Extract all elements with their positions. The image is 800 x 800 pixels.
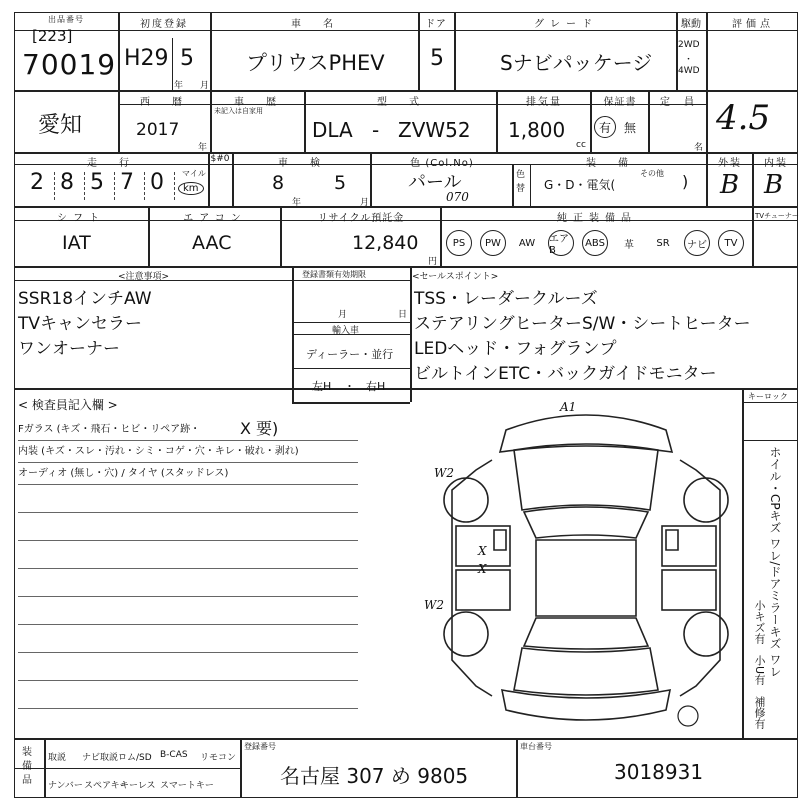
- warranty-yes: 有: [594, 116, 616, 138]
- accessory-top: B-CAS: [160, 750, 188, 760]
- interior-grade: B: [764, 170, 784, 200]
- accessory-top: 取説: [48, 753, 67, 763]
- mileage-digit: 2: [30, 170, 44, 195]
- glass-repair-mark: X 要): [240, 419, 279, 438]
- accessory-top: ロム/SD: [118, 753, 152, 763]
- car-name: プリウスPHEV: [246, 51, 385, 75]
- chassis-history-label: 車 歴: [234, 97, 282, 108]
- hand-right: 右H: [366, 380, 386, 393]
- drive-dot: ・: [684, 55, 694, 65]
- doors-label: ドア: [425, 19, 447, 30]
- right-mirror: [666, 530, 678, 550]
- damage-mark-w2-front: W2: [434, 466, 454, 480]
- mile-label: マイル: [182, 169, 206, 178]
- doors: 5: [430, 46, 444, 71]
- aircon: AAC: [192, 232, 232, 254]
- inspector-line: Fガラス (キズ・飛石・ヒビ・リペア跡・: [18, 424, 201, 435]
- damage-mark-w2-rear: W2: [424, 598, 444, 612]
- inspector-line: オーディオ (無し・穴) / タイヤ (スタッドレス): [18, 468, 229, 479]
- option-4: ABS: [582, 230, 608, 256]
- roof: [536, 540, 636, 616]
- type-code: ZVW52: [398, 118, 471, 142]
- digit-separator: [84, 172, 85, 200]
- option-2: AW: [518, 237, 536, 249]
- type-dash: -: [372, 118, 380, 142]
- left-mirror: [494, 530, 506, 550]
- warranty-label: 保証書: [603, 97, 637, 108]
- caution-line: TVキャンセラー: [18, 314, 143, 334]
- option-0: PS: [446, 230, 472, 256]
- equipment-text: G・D・電気(: [544, 178, 616, 192]
- recycle-label: リサイクル預託金: [317, 213, 405, 224]
- shaken-year: 8: [272, 172, 285, 194]
- right-body: [680, 460, 720, 696]
- lot-number: 70019: [22, 48, 117, 81]
- key-lock-label: キーロック: [748, 392, 788, 401]
- option-6: SR: [656, 237, 670, 249]
- aircon-label: エアコン: [183, 213, 247, 224]
- mileage-label: 走 行: [87, 158, 135, 169]
- shaken-month-unit: 月: [360, 198, 370, 208]
- accessory-bottom: キーレス: [120, 781, 156, 791]
- recycle-unit: 円: [428, 257, 438, 267]
- chassis-number-label: 車台番号: [520, 742, 552, 751]
- equipment-close: ): [682, 172, 689, 191]
- mileage-digit: 5: [90, 170, 104, 195]
- reg-month: 5: [180, 46, 194, 71]
- import-label: 輸入車: [332, 326, 360, 336]
- mileage-digit: 7: [120, 170, 134, 195]
- accessory-top: ナビ取説: [82, 753, 119, 763]
- left-rear-door: [456, 570, 510, 610]
- damage-mark-a1: A1: [560, 400, 577, 414]
- color-label: 色 (Col.No): [410, 158, 474, 169]
- damage-mark-x-1: X: [478, 544, 487, 558]
- tuner-label: TVチューナー: [755, 212, 799, 220]
- chassis-history-note: 未記入は自家用: [214, 107, 263, 115]
- front-left-wheel: [444, 478, 488, 522]
- rear-left-wheel: [444, 612, 488, 656]
- sales-line: ステアリングヒーターS/W・シートヒーター: [414, 314, 751, 334]
- accessory-bottom: スマートキー: [160, 781, 214, 791]
- left-body: [452, 460, 492, 696]
- option-7: ナビ: [684, 230, 710, 256]
- mileage-digit: 8: [60, 170, 74, 195]
- shift: IAT: [62, 232, 91, 254]
- shift-label: シフト: [57, 213, 105, 224]
- shaken-month: 5: [334, 172, 347, 194]
- western-year-unit: 年: [198, 143, 208, 153]
- option-8: TV: [718, 230, 744, 256]
- accessory-top: リモコン: [200, 753, 237, 763]
- inspector-title: < 検査員記入欄 >: [18, 398, 118, 412]
- plate-label: 登録番号: [244, 742, 276, 751]
- option-5: 革: [624, 239, 634, 251]
- reg-doc-month: 月: [338, 310, 348, 320]
- exterior-grade: B: [720, 170, 740, 200]
- grade: Sナビパッケージ: [500, 51, 653, 75]
- grade-label: グレード: [534, 19, 598, 30]
- sales-line: ビルトインETC・バックガイドモニター: [414, 364, 717, 384]
- displacement: 1,800: [508, 118, 566, 142]
- km-label: km: [178, 182, 204, 195]
- sales-line: TSS・レーダークルーズ: [414, 289, 598, 309]
- western-year-label: 西 暦: [140, 97, 188, 108]
- damage-mark-x-2: X: [478, 562, 487, 576]
- western-year: 2017: [136, 120, 180, 140]
- displacement-unit: cc: [576, 140, 586, 150]
- reg-label: 初度登録: [140, 19, 188, 30]
- reg-month-unit: 月: [200, 81, 210, 91]
- warranty-no: 無: [624, 121, 637, 135]
- reg-era-year: H29: [124, 46, 169, 71]
- side-damage-legend: ホイル・CPキズ ワレ/ドアミラーキズ ワレ: [768, 446, 782, 678]
- rear-right-wheel: [684, 612, 728, 656]
- caution-label: <注意事項>: [118, 272, 170, 282]
- score-label: 評価点: [732, 19, 774, 30]
- equipment-other: その他: [640, 169, 664, 178]
- digit-separator: [144, 172, 145, 200]
- import-value: ディーラー・並行: [306, 348, 394, 361]
- front-bumper: [500, 415, 672, 452]
- accessories-label: 装備品: [22, 747, 32, 786]
- drive-label: 駆動: [681, 19, 701, 30]
- inspector-line: 内装 (キズ・スレ・汚れ・シミ・コゲ・穴・キレ・破れ・剥れ): [18, 446, 299, 457]
- lot-prefix: [223]: [32, 27, 73, 45]
- color: パール: [408, 172, 462, 193]
- capacity-unit: 名: [694, 143, 704, 153]
- capacity-label: 定 員: [660, 97, 696, 108]
- type-prefix: DLA: [312, 118, 353, 142]
- region: 愛知: [38, 113, 83, 138]
- inspection-symbol-label: $#0: [210, 154, 230, 164]
- shaken-year-unit: 年: [292, 198, 302, 208]
- exterior-label: 外装: [718, 158, 742, 169]
- accessory-bottom: ナンバー: [48, 781, 83, 791]
- caution-line: ワンオーナー: [18, 339, 120, 359]
- chassis-number: 3018931: [614, 760, 704, 784]
- recolor-label: 色替: [516, 170, 526, 194]
- drive-4wd: 4WD: [678, 66, 700, 76]
- equipment-label: 装 備: [586, 158, 634, 169]
- trunk: [514, 648, 658, 695]
- reg-doc-label: 登録書類有効期限: [302, 270, 366, 279]
- options-label: 純正装備品: [557, 213, 637, 224]
- caution-line: SSR18インチAW: [18, 289, 152, 309]
- recycle: 12,840: [352, 232, 419, 254]
- sales-line: LEDヘッド・フォグランプ: [414, 339, 617, 359]
- type-label: 型 式: [377, 97, 425, 108]
- right-rear-door: [662, 570, 716, 610]
- plate-number: 名古屋 307 め 9805: [280, 764, 469, 788]
- side-damage-legend-2: 小キズ有 小U有 補修有: [753, 600, 766, 730]
- option-1: PW: [480, 230, 506, 256]
- rear-window: [524, 618, 648, 649]
- digit-separator: [114, 172, 115, 200]
- digit-separator: [174, 172, 175, 200]
- windshield: [524, 507, 648, 538]
- front-right-wheel: [684, 478, 728, 522]
- hand-dot: ・: [344, 380, 355, 393]
- mileage-digit: 0: [150, 170, 164, 195]
- interior-label: 内装: [764, 158, 788, 169]
- accessory-bottom: スペアキー: [84, 781, 129, 791]
- color-code: 070: [446, 190, 469, 204]
- digit-separator: [54, 172, 55, 200]
- reg-doc-day: 日: [398, 310, 408, 320]
- score: 4.5: [716, 98, 771, 138]
- lot-label: 出品番号: [48, 15, 84, 24]
- sales-label: <セールスポイント>: [412, 272, 499, 282]
- drive-2wd: 2WD: [678, 40, 700, 50]
- hood: [514, 444, 658, 510]
- right-front-door: [662, 526, 716, 566]
- option-3: エアB: [548, 230, 574, 256]
- hand-left: 左H: [312, 380, 332, 393]
- displacement-label: 排気量: [526, 97, 562, 108]
- car-name-label: 車 名: [291, 19, 339, 30]
- reg-year-unit: 年: [174, 81, 184, 91]
- shaken-label: 車 検: [278, 158, 326, 169]
